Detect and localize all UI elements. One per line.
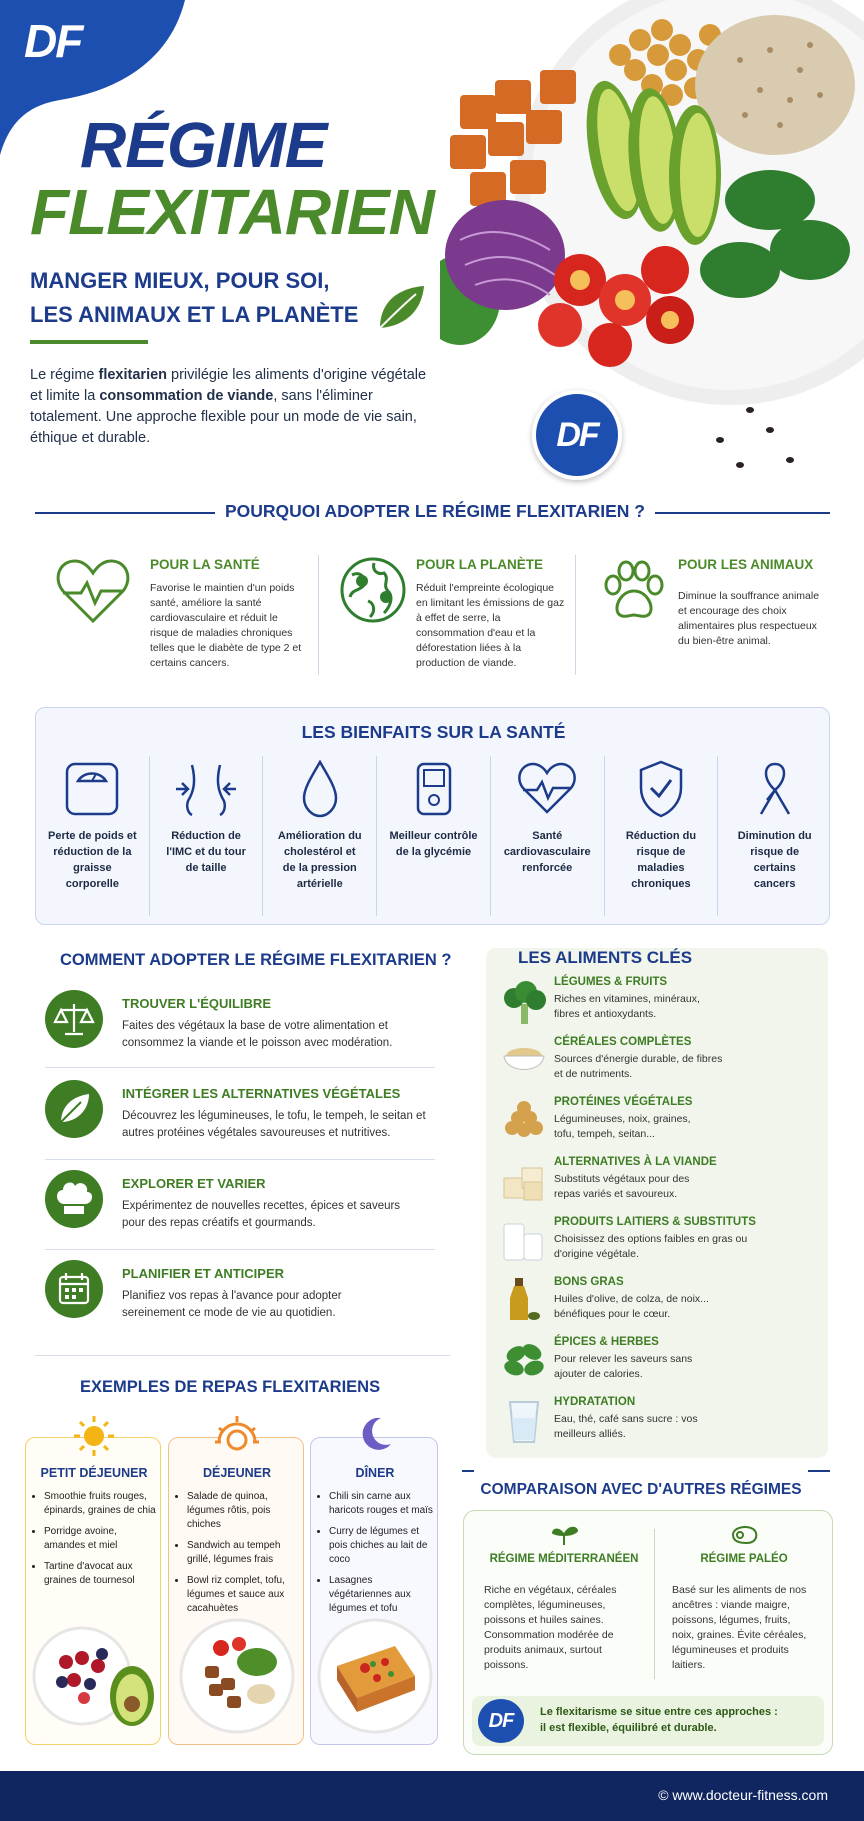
meal-bullet: • Lasagnes végétariennes aux légumes et tofu [329,1574,435,1616]
footer-url[interactable]: © www.docteur-fitness.com [658,1787,828,1803]
how-item-text: Planifiez vos repas à l'avance pour adopter sereinement ce mode de vie au quotidien. [122,1290,342,1319]
food-title: PRODUITS LAITIERS & SUBSTITUTS [554,1216,756,1228]
food-item [500,1216,820,1276]
comparison-footer [472,1696,824,1746]
comparison-divider [654,1529,655,1679]
benefit-text: Meilleur contrôle de la glycémie [389,830,478,858]
steak-icon [664,1523,824,1547]
meal-card-lunch [168,1437,304,1745]
meal-bullet: • Chili sin carne aux haricots rouges et maïs [329,1490,435,1518]
benefit-item [376,756,490,916]
how-item [45,1168,435,1250]
df-small-badge-text: DF [488,1710,514,1732]
benefit-item [36,756,149,916]
food-text: Sources d'énergie durable, de fibres et de nutriments. [554,1053,723,1080]
benefit-item [262,756,376,916]
meal-bullet: • Bowl riz complet, tofu, légumes et sauce aux cacahuètes [187,1574,301,1616]
why-divider-2 [575,555,576,675]
why-item-text: Réduit l'empreinte écologique en limitant les émissions de gaz à effet de serre, la consommation d'eau et la déforestation liées à la production de viande. [416,582,565,669]
grain-bowl-icon [500,1040,548,1084]
food-title: BONS GRAS [554,1276,624,1288]
benefit-item [490,756,604,916]
food-text: Pour relever les saveurs sans ajouter de calories. [554,1353,693,1380]
meal-bullets [34,1490,158,1595]
how-item-title: INTÉGRER LES ALTERNATIVES VÉGÉTALES [122,1086,401,1101]
why-item-sante [55,555,305,690]
why-item-animaux [598,555,838,690]
comparison-item-title: RÉGIME PALÉO [700,1553,788,1565]
benefits-title: LES BIENFAITS SUR LA SANTÉ [301,722,566,742]
comparison-footer-text: Le flexitarisme se situe entre ces approches : il est flexible, équilibré et durable. [540,1706,778,1734]
how-item-text: Faites des végétaux la base de votre alimentation et consommez la viande et le poisson avec modération. [122,1020,393,1049]
comparison-panel [463,1510,833,1755]
meal-bullet: • Salade de quinoa, légumes rôtis, pois chiches [187,1490,301,1532]
meal-bullets [319,1490,435,1623]
lasagna-image [315,1616,435,1734]
comparison-item-paleo [664,1523,824,1673]
balance-icon [45,990,103,1048]
meal-bullet: • Sandwich au tempeh grillé, légumes frais [187,1539,301,1567]
scale-icon [36,756,149,822]
footer-bar [0,1771,864,1821]
why-line-left [35,512,215,514]
hero-divider [30,340,148,344]
meal-title: DÎNER [355,1466,395,1480]
food-item [500,1036,820,1096]
leaf-icon [45,1080,103,1138]
meal-bullet: • Curry de légumes et pois chiches au lait de coco [329,1525,435,1567]
hero-title-line1: RÉGIME [80,109,327,181]
comparison-item-text: Basé sur les aliments de nos ancêtres : viande maigre, poissons, légumes, fruits, noix, graines. Évite céréales, légumineuses et produits laitiers. [672,1584,807,1671]
benefit-text: Amélioration du cholestérol et de la pression artérielle [277,830,362,890]
chef-hat-icon [45,1170,103,1228]
lunch-bowl-image [177,1616,297,1734]
meal-bullet: • Porridge avoine, amandes et miel [44,1525,158,1553]
how-item [45,1078,435,1160]
food-text: Eau, thé, café sans sucre : vos meilleurs alliés. [554,1413,698,1440]
how-title: COMMENT ADOPTER LE RÉGIME FLEXITARIEN ? [60,951,452,969]
benefit-item [717,756,831,916]
oil-bottle-icon [500,1276,548,1326]
food-title: LÉGUMES & FRUITS [554,976,668,988]
foods-panel [486,948,828,1458]
food-title: ALTERNATIVES À LA VIANDE [554,1156,717,1168]
food-title: PROTÉINES VÉGÉTALES [554,1096,693,1108]
benefit-text: Perte de poids et réduction de la graisse corporelle [48,830,137,890]
why-item-text: Favorise le maintien d'un poids santé, améliore la santé cardiovasculaire et réduit le risque de maladies chroniques telles que le diabète de type 2 et certains cancers. [150,582,302,669]
calendar-icon [45,1260,103,1318]
benefit-item [604,756,718,916]
meal-bullet: • Smoothie fruits rouges, épinards, graines de chia [44,1490,158,1518]
glucometer-icon [377,756,490,822]
meal-bullets [177,1490,301,1623]
comparison-title: COMPARAISON AVEC D'AUTRES RÉGIMES [480,1481,802,1498]
how-item-title: PLANIFIER ET ANTICIPER [122,1266,285,1281]
how-item-title: TROUVER L'ÉQUILIBRE [122,996,271,1011]
how-item [45,1258,435,1338]
hero-bowl-image [440,0,864,480]
meal-card-breakfast [25,1437,161,1745]
comparison-item-mediterranean [484,1523,644,1673]
food-item [500,1336,820,1396]
meal-card-dinner [310,1437,438,1745]
milk-icon [500,1218,548,1264]
breakfast-image [32,1614,158,1734]
df-badge-text: DF [556,416,598,454]
foods-title: LES ALIMENTS CLÉS [518,948,693,967]
food-text: Légumineuses, noix, graines, tofu, tempeh, seitan... [554,1113,691,1140]
df-small-badge [478,1699,524,1743]
comparison-line-left [462,1470,474,1472]
benefit-text: Diminution du risque de certains cancers [737,830,812,890]
why-item-title: POUR LA SANTÉ [150,557,260,572]
benefits-panel [35,707,830,925]
paw-icon [598,559,670,625]
how-item [45,988,435,1068]
df-round-badge [532,390,622,480]
hero-subtitle-line1: MANGER MIEUX, POUR SOI, [30,268,330,293]
foods-list [500,976,820,1456]
benefit-text: Réduction de l'IMC et du tour de taille [166,830,246,874]
how-item-text: Découvrez les légumineuses, le tofu, le tempeh, le seitan et autres protéines végétales savoureuses et nutritives. [122,1110,426,1139]
ribbon-icon [718,756,831,822]
how-bottom-divider [35,1355,450,1356]
hero-intro-text: Le régime flexitarien privilégie les aliments d'origine végétale et limite la consommation de viande, sans l'éliminer totalement. Une approche flexible pour un mode de vie sain, éthique et durable. [30,367,427,446]
benefit-item [149,756,263,916]
shield-check-icon [605,756,718,822]
food-item [500,1096,820,1156]
food-item [500,1156,820,1216]
why-divider-1 [318,555,319,675]
food-item [500,1276,820,1336]
moon-icon [355,1414,395,1454]
how-item-text: Expérimentez de nouvelles recettes, épices et saveurs pour des repas créatifs et gourmands. [122,1200,401,1229]
why-item-planete [338,555,568,690]
tofu-icon [500,1160,548,1204]
food-text: Huiles d'olive, de colza, de noix... bénéfiques pour le cœur. [554,1293,709,1320]
food-item [500,976,820,1036]
comparison-item-title: RÉGIME MÉDITERRANÉEN [489,1553,639,1565]
meal-title: DÉJEUNER [202,1466,272,1480]
meal-title: PETIT DÉJEUNER [40,1466,148,1480]
food-title: CÉRÉALES COMPLÈTES [554,1036,692,1048]
why-item-title: POUR LES ANIMAUX [678,557,814,572]
why-item-text: Diminue la souffrance animale et encourage des choix alimentaires plus respectueux du bien-être animal. [678,590,820,647]
benefit-text: Réduction du risque de maladies chroniques [625,830,697,890]
why-line-right [655,512,830,514]
benefit-text: Santé cardiovasculaire renforcée [503,830,591,874]
sun-icon [215,1414,259,1458]
water-glass-icon [500,1398,548,1444]
comparison-line-right [808,1470,830,1472]
logo-text: DF [24,15,82,67]
heart-pulse-icon [491,756,604,822]
why-item-title: POUR LA PLANÈTE [416,557,544,572]
why-title: POURQUOI ADOPTER LE RÉGIME FLEXITARIEN ? [224,501,646,521]
hero-subtitle-line2: LES ANIMAUX ET LA PLANÈTE [30,302,359,327]
broccoli-icon [500,978,548,1026]
food-title: ÉPICES & HERBES [554,1336,659,1348]
leaf-icon-hero [372,280,428,332]
sprout-icon [484,1523,644,1547]
food-text: Riches en vitamines, minéraux, fibres et antioxydants. [554,993,700,1020]
meals-title: EXEMPLES DE REPAS FLEXITARIENS [80,1378,381,1396]
how-item-title: EXPLORER ET VARIER [122,1176,266,1191]
drop-icon [263,756,376,822]
food-text: Choisissez des options faibles en gras ou d'origine végétale. [554,1233,748,1260]
meal-bullet: • Tartine d'avocat aux graines de tournesol [44,1560,158,1588]
herb-icon [500,1338,548,1384]
benefits-list [36,756,831,916]
globe-icon [338,555,408,625]
food-title: HYDRATATION [554,1396,636,1408]
hero-title-line2: FLEXITARIEN [30,176,434,248]
waist-icon [150,756,263,822]
heart-pulse-icon [55,557,131,627]
comparison-item-text: Riche en végétaux, céréales complètes, légumineuses, poissons et huiles saines. Consommation modérée de produits animaux, surtout poissons. [484,1584,617,1671]
sun-icon [72,1414,116,1458]
food-text: Substituts végétaux pour des repas variés et savoureux. [554,1173,690,1200]
food-item [500,1396,820,1456]
chickpeas-icon [500,1100,548,1144]
